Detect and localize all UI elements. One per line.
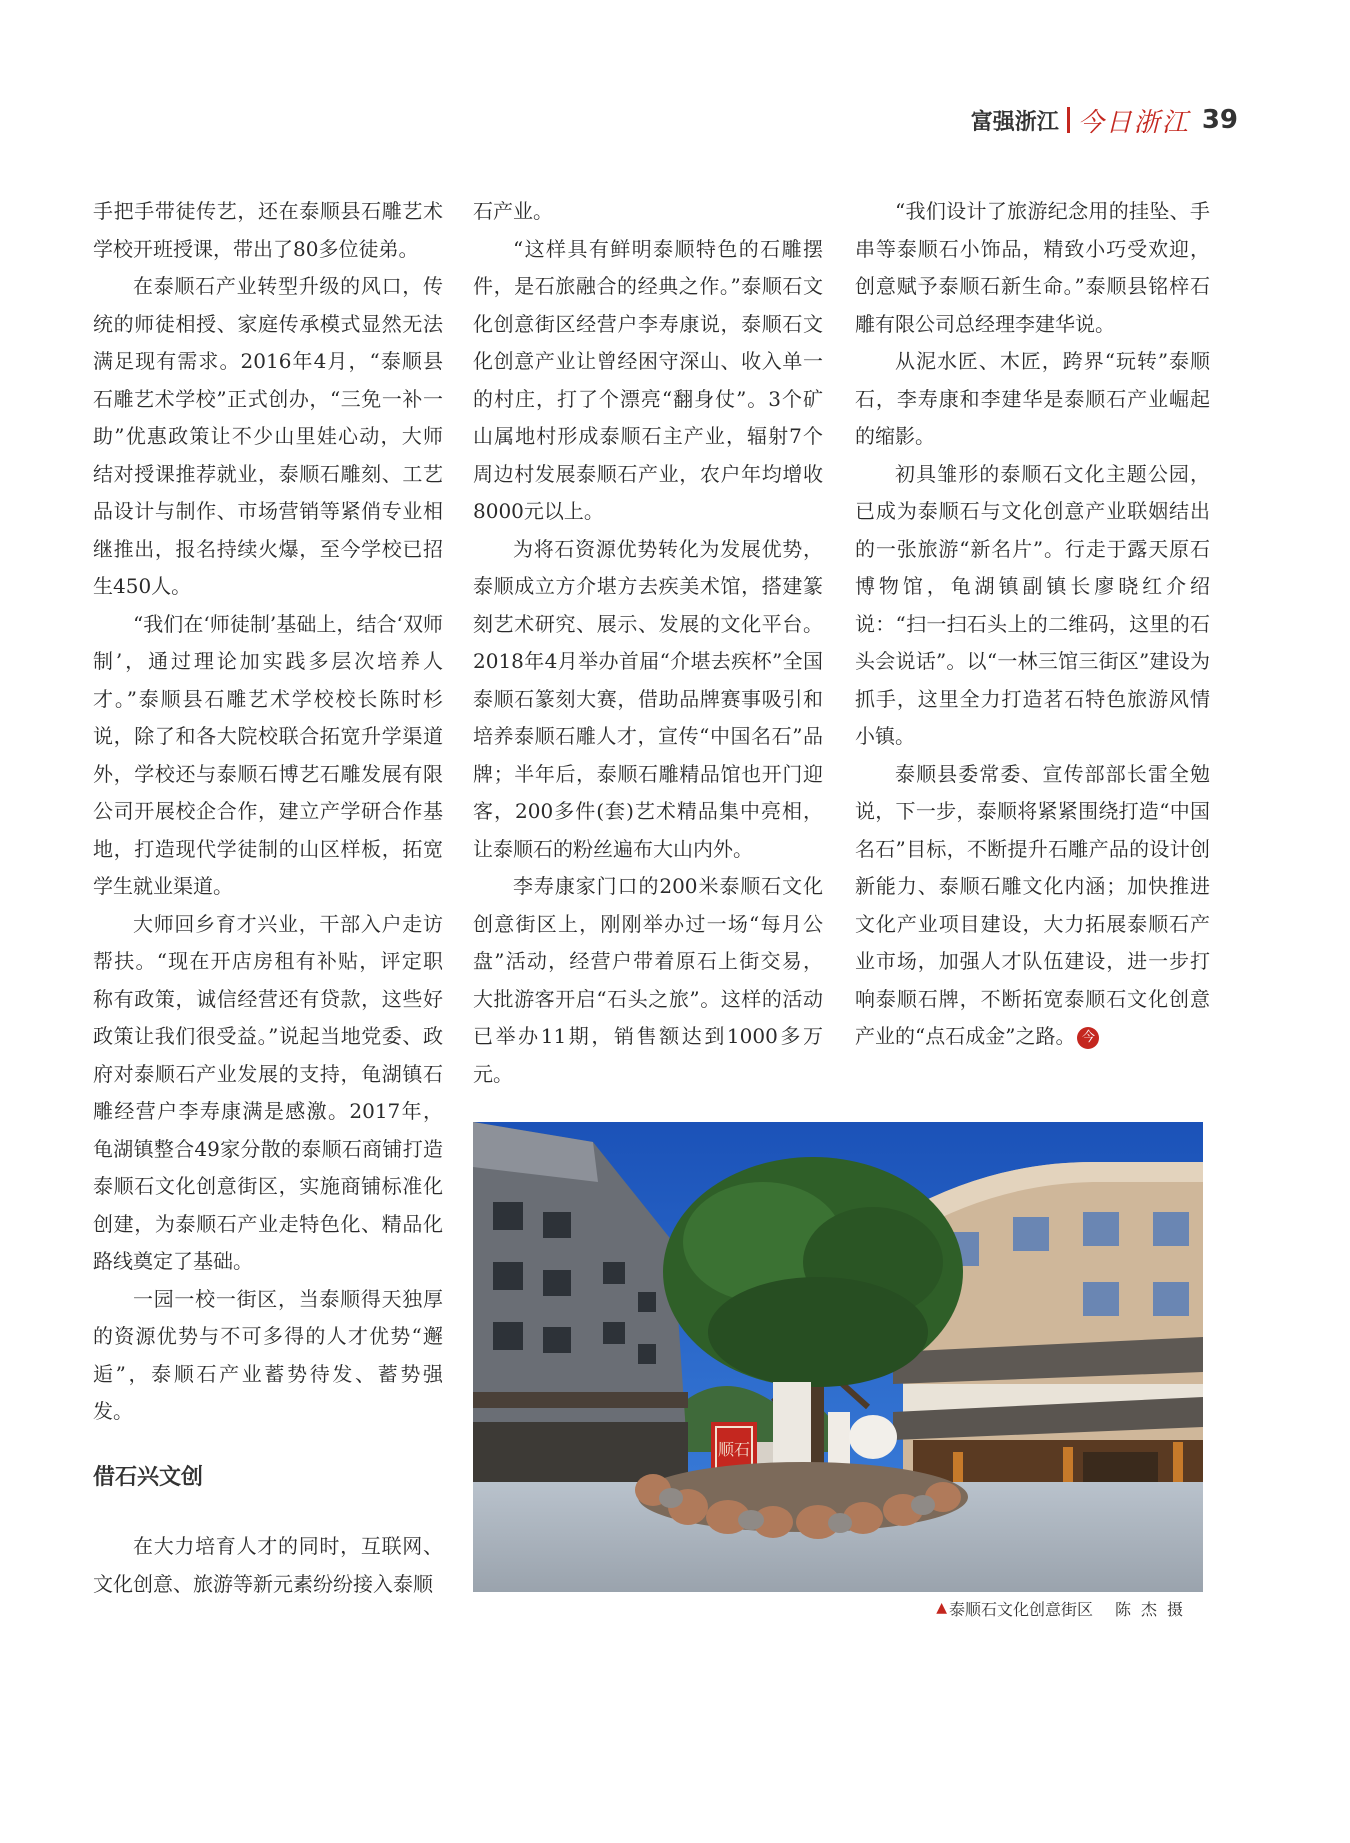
section-subheading: 借石兴文创 — [93, 1464, 204, 1490]
paragraph-text: 泰顺县委常委、宣传部部长雷全勉说，下一步，泰顺将紧紧围绕打造“中国名石”目标，不断提升石雕产品的设计创新能力、泰顺石雕文化内涵；加快推进文化产业项目建设，大力拓展泰顺石产业市场，加强人才队伍建设，进一步打响泰顺石牌，不断拓宽泰顺石文化创意产业的“点石成金”之路。 — [855, 761, 1210, 1048]
paragraph: 从泥水匠、木匠，跨界“玩转”泰顺石，李寿康和李建华是泰顺石产业崛起的缩影。 — [855, 349, 1210, 448]
paragraph: “我们设计了旅游纪念用的挂坠、手串等泰顺石小饰品，精致小巧受欢迎，创意赋予泰顺石新生命。”泰顺县铭梓石雕有限公司总经理李建华说。 — [855, 199, 1210, 336]
paragraph: 李寿康家门口的200米泰顺石文化创意街区上，刚刚举办过一场“每月公盘”活动，经营户带着原石上街交易，大批游客开启“石头之旅”。这样的活动已举办11期，销售额达到1000多万元。 — [473, 874, 823, 1086]
paragraph: 在大力培育人才的同时，互联网、文化创意、旅游等新元素纷纷接入泰顺 — [93, 1534, 443, 1596]
photo-image — [473, 1122, 1203, 1592]
photo-credit: 陈杰摄 — [1114, 1599, 1193, 1619]
street-photo — [473, 1122, 1203, 1624]
section-name: 富强浙江 — [970, 109, 1059, 135]
paragraph: 手把手带徒传艺，还在泰顺县石雕艺术学校开班授课，带出了80多位徒弟。 — [93, 199, 443, 261]
seal-sign-text: 顺石 — [717, 1440, 751, 1459]
paragraph: 在泰顺石产业转型升级的风口，传统的师徒相授、家庭传承模式显然无法满足现有需求。2016年4月，“泰顺县石雕艺术学校”正式创办，“三免一补一助”优惠政策让不少山里娃心动，大师结对授课推荐就业，泰顺石雕刻、工艺品设计与制作、市场营销等紧俏专业相继推出，报名持续火爆，至今学校已招生450人。 — [93, 274, 443, 598]
page-header — [971, 100, 1238, 140]
paragraph: 大师回乡育才兴业，干部入户走访帮扶。“现在开店房租有补贴，评定职称有政策，诚信经营还有贷款，这些好政策让我们很受益。”说起当地党委、政府对泰顺石产业发展的支持，龟湖镇石雕经营户李寿康满是感激。2017年，龟湖镇整合49家分散的泰顺石商铺打造泰顺石文化创意街区，实施商铺标准化创建，为泰顺石产业走特色化、精品化路线奠定了基础。 — [93, 911, 443, 1273]
magazine-logo: 今日浙江 — [1077, 107, 1190, 138]
paragraph: 石产业。 — [473, 199, 553, 223]
paragraph: “我们在‘师徒制’基础上，结合‘双师制’，通过理论加实践多层次培养人才。”泰顺县石雕艺术学校校长陈时杉说，除了和各大院校联合拓宽升学渠道外，学校还与泰顺石博艺石雕发展有限公司开展校企合作，建立产学研合作基地，打造现代学徒制的山区样板，拓宽学生就业渠道。 — [93, 611, 443, 898]
paragraph: 初具雏形的泰顺石文化主题公园，已成为泰顺石与文化创意产业联姻结出的一张旅游“新名片”。行走于露天原石博物馆，龟湖镇副镇长廖晓红介绍说：“扫一扫石头上的二维码，这里的石头会说话”。以“一林三馆三街区”建设为抓手，这里全力打造茗石特色旅游风情小镇。 — [855, 461, 1210, 748]
article-column-1 — [93, 193, 443, 1603]
photo-caption — [473, 1592, 1203, 1624]
caption-text: 泰顺石文化创意街区 — [948, 1599, 1093, 1619]
paragraph — [855, 756, 1210, 1056]
header-divider — [1067, 107, 1070, 133]
paragraph: 为将石资源优势转化为发展优势，泰顺成立方介堪方去疾美术馆，搭建篆刻艺术研究、展示、发展的文化平台。2018年4月举办首届“介堪去疾杯”全国泰顺石篆刻大赛，借助品牌赛事吸引和培养泰顺石雕人才，宣传“中国名石”品牌；半年后，泰顺石雕精品馆也开门迎客，200多件(套)艺术精品集中亮相，让泰顺石的粉丝遍布大山内外。 — [473, 536, 823, 861]
page-number: 39 — [1201, 105, 1238, 135]
paragraph: “这样具有鲜明泰顺特色的石雕摆件，是石旅融合的经典之作。”泰顺石文化创意街区经营户李寿康说，泰顺石文化创意产业让曾经困守深山、收入单一的村庄，打了个漂亮“翻身仗”。3个矿山属地村形成泰顺石主产业，辐射7个周边村发展泰顺石产业，农户年均增收8000元以上。 — [473, 236, 823, 523]
article-column-3 — [855, 193, 1210, 1056]
paragraph: 一园一校一街区，当泰顺得天独厚的资源优势与不可多得的人才优势“邂逅”，泰顺石产业蓄势待发、蓄势强发。 — [93, 1286, 443, 1423]
article-column-2 — [473, 193, 823, 1093]
article-end-icon: 今 — [1077, 1027, 1099, 1049]
caption-triangle-icon: ▲ — [936, 1600, 947, 1616]
